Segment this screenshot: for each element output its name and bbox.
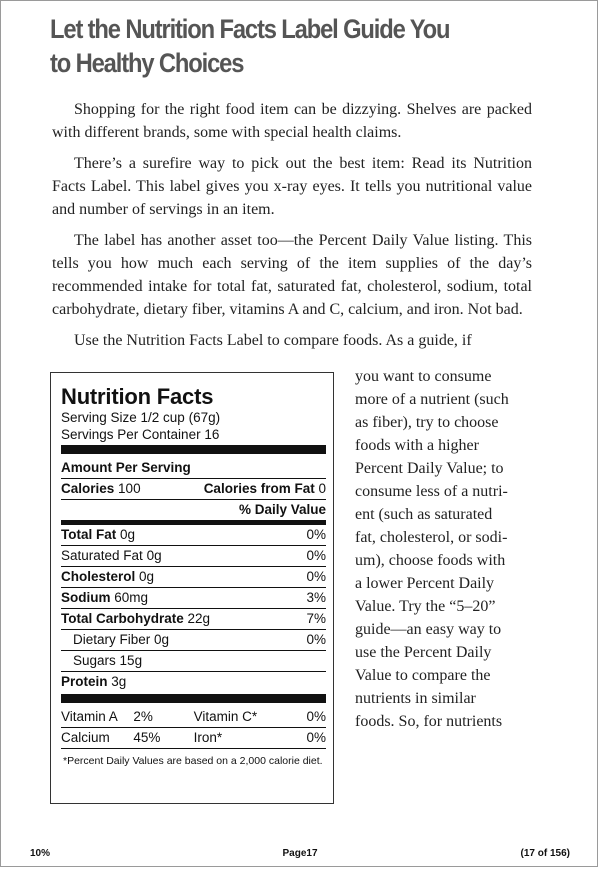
side-line: more of a nutrient (such [355, 391, 509, 408]
calories-from-fat-label: Calories from Fat [203, 481, 315, 496]
page-count: (17 of 156) [520, 848, 570, 859]
nutrient-row [61, 609, 326, 630]
page-number: Page17 [282, 848, 318, 859]
title-line-1: Let the Nutrition Facts Label Guide You [50, 14, 450, 44]
side-line: Value. Try the “5–20” [355, 598, 496, 615]
nutrient-daily-value: 0% [306, 569, 326, 584]
nutrient-row [61, 546, 326, 567]
side-line: foods with a higher [355, 437, 479, 454]
vitamin-c-value: 0% [306, 709, 326, 724]
side-line: consume less of a nutri- [355, 483, 508, 500]
nutrient-amount: 15g [119, 653, 143, 668]
nutrient-row [61, 588, 326, 609]
nutrient-amount: 0g [154, 632, 170, 647]
nutrient-row [61, 672, 326, 692]
side-line: you want to consume [355, 368, 492, 385]
nutrient-label: Cholesterol [61, 569, 136, 584]
calories-row [61, 479, 326, 500]
nutrient-label: Protein [61, 674, 108, 689]
nutrient-row [61, 567, 326, 588]
vitamin-c-label: Vitamin C* [193, 709, 258, 724]
nutrient-row [61, 525, 326, 546]
nutrient-label: Dietary Fiber [73, 632, 151, 647]
paragraph-2: There’s a surefire way to pick out the best item: Read its Nutrition Facts Label. This label gives you x-ray eyes. It tells you nutritional value and number of servings in an item. [52, 155, 532, 218]
nutrient-label: Sodium [61, 590, 111, 605]
iron-value: 0% [306, 730, 326, 745]
nutrient-amount: 0g [146, 548, 162, 563]
nutrient-amount: 0g [139, 569, 155, 584]
nutrient-daily-value: 7% [306, 611, 326, 626]
nutrient-amount: 0g [120, 527, 136, 542]
side-line: use the Percent Daily [355, 644, 492, 661]
paragraph-3: The label has another asset too—the Percent Daily Value listing. This tells you how much each serving of the item supplies of the day’s recommended intake for total fat, saturated fat, cholesterol, sodium, total carbohydrate, dietary fiber, vitamins A and C, calcium, and iron. Not bad. [52, 232, 532, 318]
side-column-text [355, 365, 540, 733]
vitamin-row [61, 707, 326, 728]
daily-value-footnote: *Percent Daily Values are based on a 2,000 calorie diet. [63, 755, 323, 767]
side-line: Value to compare the [355, 667, 491, 684]
calcium-value: 45% [133, 730, 161, 745]
nutrition-facts-label [50, 372, 334, 804]
nutrient-amount: 3g [111, 674, 127, 689]
title-line-2: to Healthy Choices [50, 48, 244, 78]
calories-label: Calories [61, 481, 115, 496]
nutrient-label: Total Carbohydrate [61, 611, 184, 626]
vitamin-a-value: 2% [133, 709, 153, 724]
serving-size: Serving Size 1/2 cup (67g) [61, 410, 221, 425]
mineral-row [61, 728, 326, 749]
reader-footer [30, 848, 570, 864]
nutrient-row [61, 651, 326, 672]
nutrient-label: Total Fat [61, 527, 117, 542]
calcium-label: Calcium [61, 730, 110, 745]
vitamin-a-label: Vitamin A [61, 709, 118, 724]
article-body [52, 98, 532, 360]
nutrient-label: Sugars [73, 653, 116, 668]
reading-progress: 10% [30, 848, 51, 859]
calories-value: 100 [118, 481, 141, 496]
nutrient-daily-value: 0% [306, 632, 326, 647]
nutrient-daily-value: 0% [306, 548, 326, 563]
side-line: um), choose foods with [355, 552, 506, 569]
servings-per-container: Servings Per Container 16 [61, 427, 220, 442]
nutrient-amount: 22g [187, 611, 211, 626]
amount-per-serving: Amount Per Serving [61, 460, 191, 475]
iron-label: Iron* [193, 730, 223, 745]
side-line: a lower Percent Daily [355, 575, 495, 592]
side-line: ent (such as saturated [355, 506, 493, 523]
nutrient-row [61, 630, 326, 651]
daily-value-header: % Daily Value [238, 502, 326, 517]
nutrient-daily-value: 3% [306, 590, 326, 605]
page-title [50, 12, 508, 80]
side-line: nutrients in similar [355, 690, 476, 707]
paragraph-4: Use the Nutrition Facts Label to compare foods. As a guide, if [74, 332, 472, 349]
daily-value-header-row [61, 500, 326, 521]
thick-divider [61, 445, 326, 454]
nutrient-daily-value: 0% [306, 527, 326, 542]
amount-per-serving-row [61, 458, 326, 479]
thick-divider [61, 694, 326, 703]
side-line: foods. So, for nutrients [355, 713, 503, 730]
side-line: fat, cholesterol, or sodi- [355, 529, 508, 546]
nutrient-amount: 60mg [114, 590, 149, 605]
nutrition-facts-title: Nutrition Facts [61, 384, 214, 409]
calories-from-fat-value: 0 [318, 481, 326, 496]
side-line: Percent Daily Value; to [355, 460, 504, 477]
side-line: as fiber), try to choose [355, 414, 499, 431]
nutrient-label: Saturated Fat [61, 548, 143, 563]
paragraph-1: Shopping for the right food item can be dizzying. Shelves are packed with different brands, some with special health claims. [52, 101, 532, 141]
side-line: guide—an easy way to [355, 621, 502, 638]
